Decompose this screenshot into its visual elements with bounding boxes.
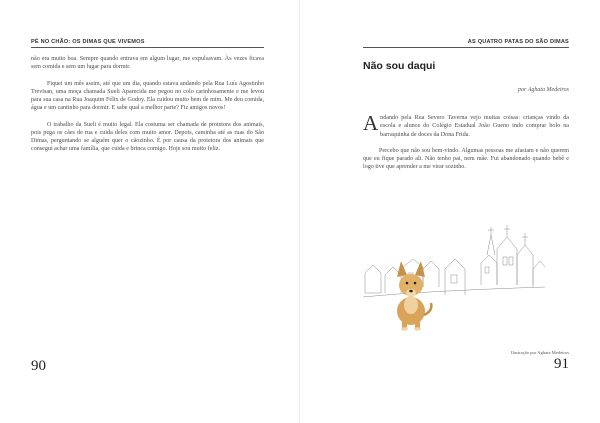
header-rule xyxy=(363,47,569,48)
illustration-caption: Ilustração por Aghata Medeiros xyxy=(510,350,569,355)
paragraph: Fiquei um mês assim, até que um dia, quando estava andando pela Rua Luís Agostinho Trevisan, uma moça chamada Sueli Aparecida me pegou no colo carinhosamente e me levou para sua casa na Rua Joaquim Félix de Godoy. Ela cuidou muito bem de mim. Me deu comida, água e um cantinho para dormir. E sabe qual a melhor parte? Fiz amigos novos! xyxy=(31,80,264,112)
header-rule xyxy=(31,47,264,48)
paragraph: não era muito boa. Sempre quando entrava em algum lugar, me expulsavam. Às vezes ficava sem comida e sem um lugar para dormir. xyxy=(31,56,264,71)
page-number: 90 xyxy=(31,358,46,374)
paragraph-text: ndando pela Rua Severo Taverna vejo muitas coisas: crianças vindo da escola e alunos do Colégio Estadual João Gueno indo comprar bolo na barraquinha de doces da Dona Frida. xyxy=(380,115,569,138)
paragraph: Percebo que não sou bem-vindo. Algumas pessoas me afastam e não querem que eu fique parado ali. Não tenho pai, nem mãe. Fui abandonado quando bebê e logo tive que aprender a me virar sozinho. xyxy=(363,147,569,171)
page-number: 91 xyxy=(554,356,569,372)
dog-illustration xyxy=(363,215,545,340)
author-byline: por Aghata Medeiros xyxy=(518,87,569,93)
running-head: PÉ NO CHÃO: OS DIMAS QUE VIVEMOS xyxy=(31,39,145,45)
body-text xyxy=(363,111,569,172)
drop-cap: A xyxy=(363,111,379,135)
running-head: AS QUATRO PATAS DO SÃO DIMAS xyxy=(467,39,569,45)
paragraph: O trabalho da Sueli é muito legal. Ela costuma ser chamada de protetora dos animais, pois pega os cães de rua e cuida deles com muito amor. Depois, caminha até as ruas do São Dimas, perguntando se alguém quer o cãozinho. É por causa da protetora dos animais que consegui achar uma família, que cuida e brinca comigo. Hoje sou muito feliz. xyxy=(31,121,264,153)
story-title: Não sou daqui xyxy=(363,60,436,72)
paragraph-with-drop-cap xyxy=(363,111,569,139)
body-text xyxy=(31,55,264,154)
